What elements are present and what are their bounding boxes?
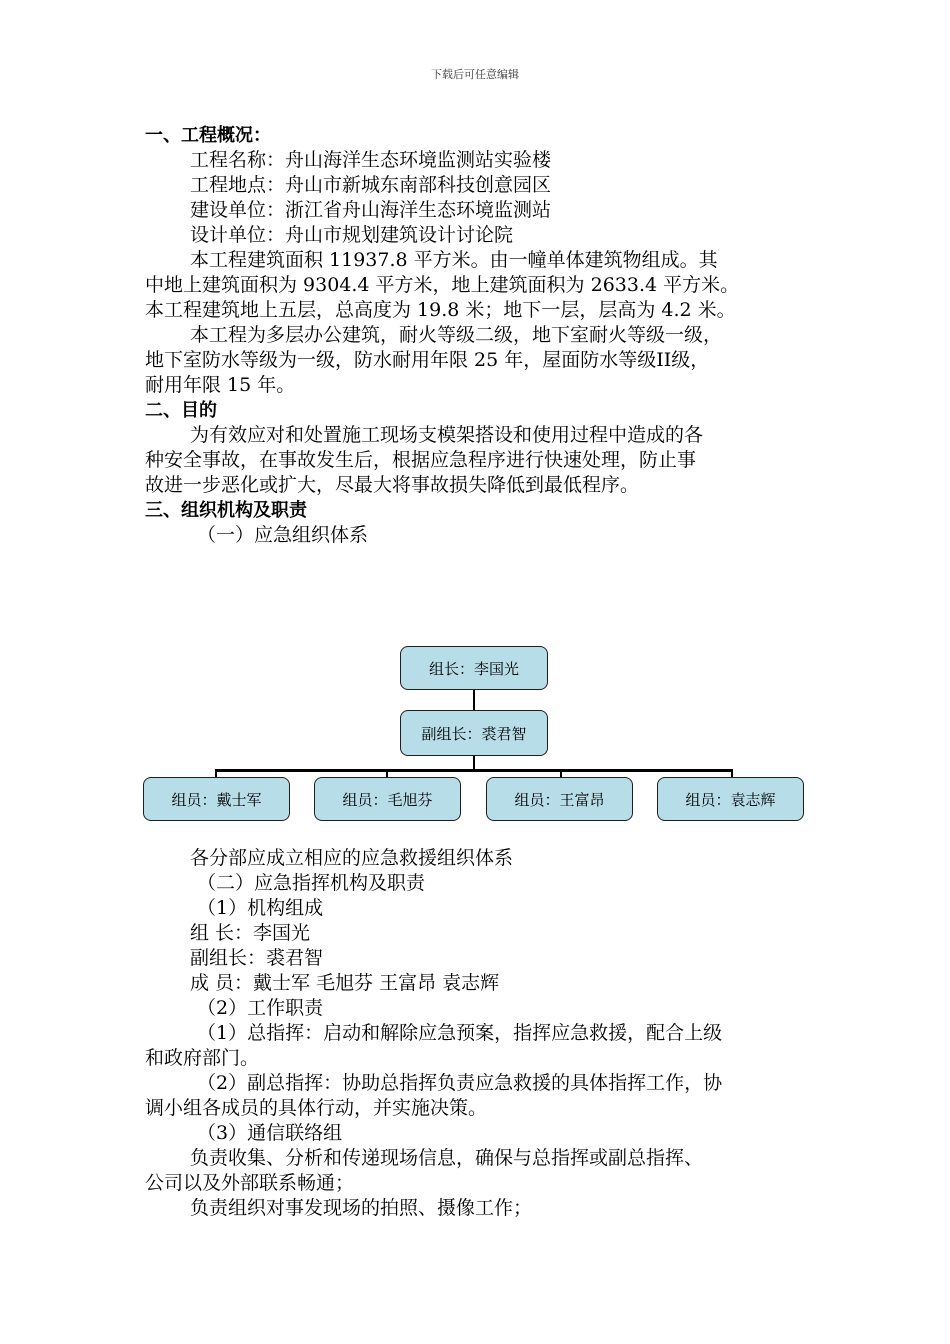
org-deputy-box: 副组长：裘君智 (400, 710, 548, 756)
section-title-organization: 三、组织机构及职责 (145, 500, 307, 521)
area-paragraph-line: 中地上建筑面积为 9304.4 平方米，地上建筑面积为 2633.4 平方米。 (145, 274, 740, 296)
duty-communication-line: 负责收集、分析和传递现场信息，确保与总指挥或副总指挥、 (190, 1147, 704, 1169)
item-duties: （2）工作职责 (197, 997, 324, 1019)
org-member-box: 组员：袁志辉 (657, 777, 804, 821)
duty-communication-line: 公司以及外部联系畅通； (145, 1172, 355, 1194)
org-chart (143, 646, 635, 826)
duty-deputy-line: 调小组各成员的具体行动，并实施决策。 (145, 1097, 488, 1119)
org-member-box: 组员：王富昂 (486, 777, 633, 821)
org-member-box: 组员：毛旭芬 (314, 777, 461, 821)
section-title-purpose: 二、目的 (145, 400, 217, 421)
duty-communication-line: 负责组织对事发现场的拍照、摄像工作； (190, 1197, 533, 1219)
duty-commander-line: 和政府部门。 (145, 1047, 260, 1069)
fire-paragraph-line: 本工程为多层办公建筑，耐火等级二级，地下室耐火等级一级， (190, 324, 723, 346)
page-header: 下载后可任意编辑 (431, 68, 519, 81)
fire-paragraph-line: 地下室防水等级为一级，防水耐用年限 25 年，屋面防水等级II级， (145, 349, 710, 371)
purpose-paragraph-line: 故进一步恶化或扩大，尽最大将事故损失降低到最低程序。 (145, 474, 640, 496)
duty-communication-title: （3）通信联络组 (197, 1122, 343, 1144)
deputy-line: 副组长：裘君智 (190, 947, 324, 969)
area-paragraph-line: 本工程建筑面积 11937.8 平方米。由一幢单体建筑物组成。其 (190, 249, 718, 271)
subsection-command: （二）应急指挥机构及职责 (197, 872, 426, 894)
fire-paragraph-line: 耐用年限 15 年。 (145, 374, 296, 396)
subsidiary-note: 各分部应成立相应的应急救援组织体系 (190, 847, 514, 869)
construction-unit: 建设单位：浙江省舟山海洋生态环境监测站 (190, 199, 552, 221)
section-title-overview: 一、工程概况： (145, 125, 271, 146)
purpose-paragraph-line: 为有效应对和处置施工现场支模架搭设和使用过程中造成的各 (190, 424, 704, 446)
subsection-emergency-org: （一）应急组织体系 (197, 524, 369, 546)
duty-deputy-line: （2）副总指挥：协助总指挥负责应急救援的具体指挥工作，协 (197, 1072, 723, 1094)
area-paragraph-line: 本工程建筑地上五层，总高度为 19.8 米；地下一层，层高为 4.2 米。 (145, 299, 736, 321)
connector-line (473, 756, 475, 770)
org-member-box: 组员：戴士军 (143, 777, 290, 821)
document-body-continued (145, 846, 825, 1221)
leader-line: 组 长：李国光 (190, 922, 311, 944)
connector-line (215, 769, 733, 772)
duty-commander-line: （1）总指挥：启动和解除应急预案，指挥应急救援，配合上级 (197, 1022, 723, 1044)
item-structure: （1）机构组成 (197, 897, 324, 919)
members-line: 成 员：戴士军 毛旭芬 王富昂 袁志辉 (190, 972, 500, 994)
org-leader-box: 组长：李国光 (400, 646, 548, 690)
document-body (145, 123, 825, 548)
purpose-paragraph-line: 种安全事故，在事故发生后，根据应急程序进行快速处理，防止事 (145, 449, 697, 471)
connector-line (473, 690, 475, 710)
project-location: 工程地点：舟山市新城东南部科技创意园区 (190, 174, 552, 196)
project-name: 工程名称：舟山海洋生态环境监测站实验楼 (190, 149, 552, 171)
design-unit: 设计单位：舟山市规划建筑设计讨论院 (190, 224, 514, 246)
